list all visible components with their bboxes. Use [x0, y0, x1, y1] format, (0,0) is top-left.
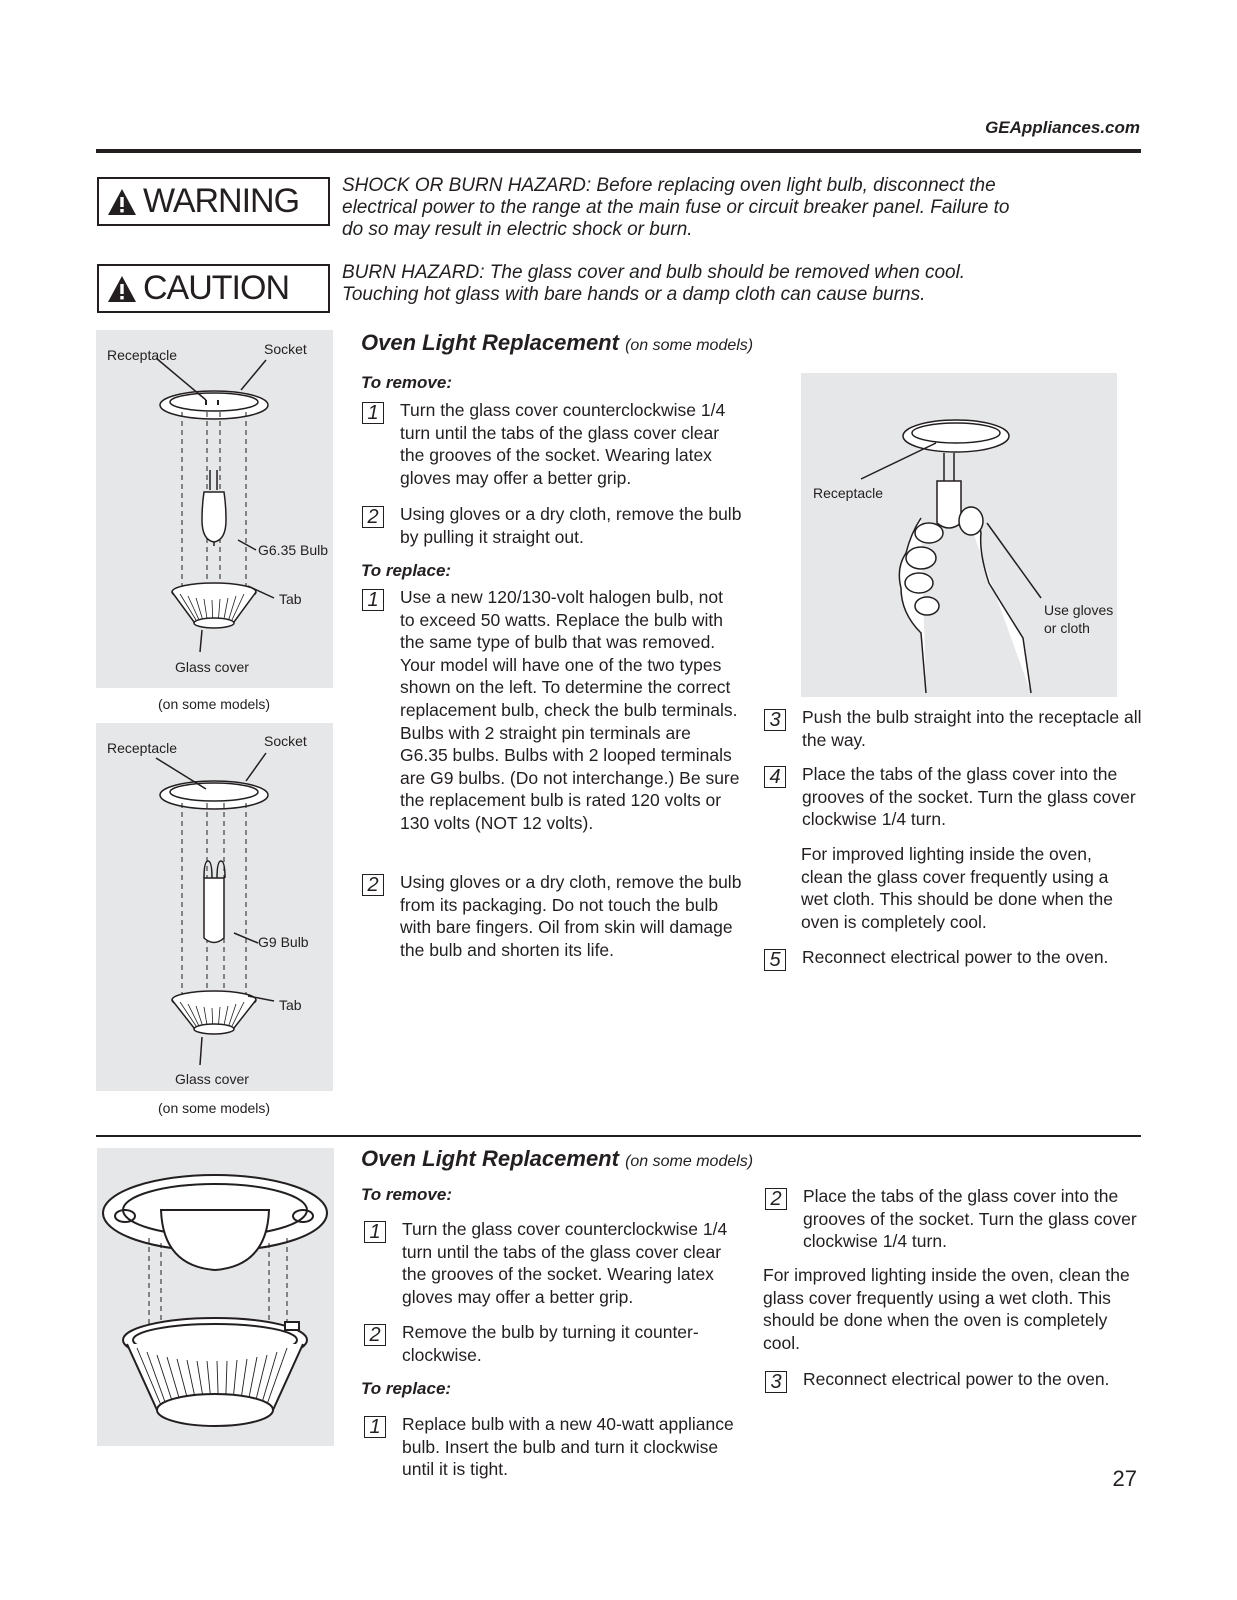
step-text: Use a new 120/130-volt halogen bulb, not to exceed 50 watts. Replace the bulb with the same type of bulb that was removed. Your model will have one of the two types shown on the left. To determine the correct replacement bulb, check the bulb terminals. Bulbs with 2 straight pin terminals are G6.35 bulbs. Bulbs with 2 looped terminals are G9 bulbs. (Do not interchange.) Be sure the replacement bulb is rated 120 volts or 130 volts (NOT 12 volts).	[400, 587, 740, 833]
fig3-receptacle-label: Receptacle	[813, 485, 884, 501]
section-divider	[96, 1135, 1141, 1137]
section2-remove-heading: To remove:	[361, 1185, 453, 1204]
caution-message: BURN HAZARD: The glass cover and bulb should be removed when cool. Touching hot glass with bare hands or a damp cloth can cause burns.	[342, 262, 966, 305]
step-number: 3	[765, 1371, 787, 1393]
caution-label	[97, 264, 330, 313]
section2-tip: For improved lighting inside the oven, clean the glass cover frequently using a wet cloth. This should be done when the oven is completely cool.	[763, 1265, 1130, 1353]
step-text: Place the tabs of the glass cover into the grooves of the socket. Turn the glass cover clockwise 1/4 turn.	[802, 764, 1136, 830]
fig1-receptacle-label: Receptacle	[107, 347, 178, 363]
caution-triangle-icon	[107, 275, 137, 303]
step-text: Push the bulb straight into the receptacle all the way.	[802, 707, 1142, 750]
section2-title	[361, 1146, 753, 1172]
caution-text-label: CAUTION	[143, 269, 289, 307]
fig1-socket-label: Socket	[264, 341, 307, 357]
step-number: 2	[362, 506, 384, 528]
step-text: Reconnect electrical power to the oven.	[802, 947, 1109, 967]
figure-g9-bulb	[96, 723, 333, 1091]
g635-assembly-illustration	[96, 330, 333, 688]
fig2-receptacle-label: Receptacle	[107, 740, 178, 756]
fig2-bulb-label: G9 Bulb	[258, 934, 309, 950]
step-number: 4	[764, 766, 786, 788]
section1-subtitle: (on some models)	[625, 337, 754, 354]
step-number: 2	[765, 1188, 787, 1210]
g9-assembly-illustration	[96, 723, 333, 1091]
section1-remove-heading: To remove:	[361, 373, 453, 392]
step-text: Using gloves or a dry cloth, remove the bulb by pulling it straight out.	[400, 504, 742, 547]
section1-title	[361, 330, 753, 356]
header-rule	[96, 149, 1141, 153]
site-url: GEAppliances.com	[985, 118, 1140, 137]
step-number: 2	[364, 1324, 386, 1346]
warning-label	[97, 177, 330, 226]
section1-title-text: Oven Light Replacement	[361, 330, 619, 355]
step-text: Remove the bulb by turning it counter-clockwise.	[402, 1322, 699, 1365]
step-text: Replace bulb with a new 40-watt appliance bulb. Insert the bulb and turn it clockwise until it is tight.	[402, 1414, 734, 1480]
fig1-glass-cover-label: Glass cover	[175, 659, 249, 675]
figure-g635-bulb	[96, 330, 333, 688]
step-text: Using gloves or a dry cloth, remove the bulb from its packaging. Do not touch the bulb with bare fingers. Oil from skin will damage the bulb and shorten its life.	[400, 872, 742, 960]
figure-dome-light-cover	[97, 1148, 334, 1446]
step-text: Reconnect electrical power to the oven.	[803, 1369, 1110, 1389]
fig1-tab-label: Tab	[279, 591, 302, 607]
step-number: 1	[362, 589, 384, 611]
page-number: 27	[1112, 1466, 1137, 1491]
step-number: 1	[362, 402, 384, 424]
warning-text-label: WARNING	[143, 182, 300, 220]
step-number: 3	[764, 709, 786, 731]
dome-cover-illustration	[97, 1148, 334, 1446]
section2-replace-heading: To replace:	[361, 1379, 452, 1398]
warning-message: SHOCK OR BURN HAZARD: Before replacing oven light bulb, disconnect the electrical power to the range at the main fuse or circuit breaker panel. Failure to do so may result in electric shock or burn.	[342, 175, 1010, 240]
hand-bulb-illustration	[801, 373, 1117, 697]
step-text: Turn the glass cover counterclockwise 1/4 turn until the tabs of the glass cover clear the grooves of the socket. Wearing latex gloves may offer a better grip.	[402, 1219, 728, 1307]
fig2-tab-label: Tab	[279, 997, 302, 1013]
section2-subtitle: (on some models)	[625, 1153, 754, 1170]
step-number: 1	[364, 1221, 386, 1243]
section2-title-text: Oven Light Replacement	[361, 1146, 619, 1171]
warning-triangle-icon	[107, 188, 137, 216]
fig2-glass-cover-label: Glass cover	[175, 1071, 249, 1087]
figure-hand-inserting-bulb	[801, 373, 1117, 697]
section1-replace-heading: To replace:	[361, 561, 452, 580]
fig1-bulb-label: G6.35 Bulb	[258, 542, 329, 558]
fig2-socket-label: Socket	[264, 733, 307, 749]
step-number: 5	[764, 949, 786, 971]
section1-tip: For improved lighting inside the oven, clean the glass cover frequently using a wet cloth. This should be done when the oven is completely cool.	[801, 844, 1113, 932]
step-number: 1	[364, 1416, 386, 1438]
step-number: 2	[362, 874, 384, 896]
step-text: Turn the glass cover counterclockwise 1/4 turn until the tabs of the glass cover clear the grooves of the socket. Wearing latex gloves may offer a better grip.	[400, 400, 726, 488]
fig2-caption: (on some models)	[158, 1100, 271, 1116]
step-text: Place the tabs of the glass cover into the grooves of the socket. Turn the glass cover clockwise 1/4 turn.	[803, 1186, 1137, 1252]
fig1-caption: (on some models)	[158, 696, 271, 712]
fig3-gloves-label: Use gloves or cloth	[1044, 602, 1114, 636]
